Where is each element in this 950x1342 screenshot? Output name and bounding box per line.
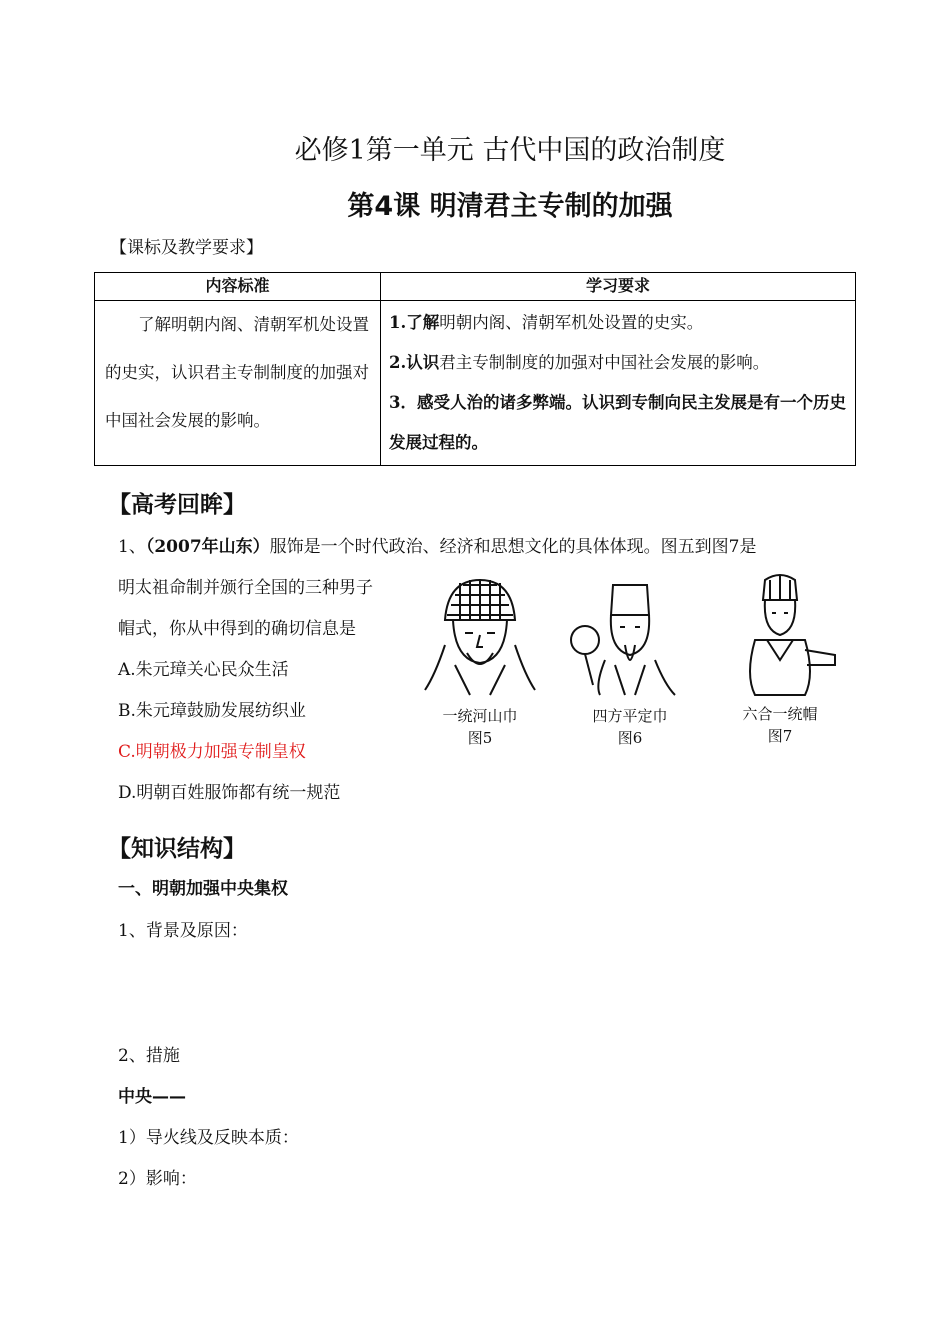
col-learning-requirements: 学习要求 [381, 273, 856, 301]
subheading-ming: 一、明朝加强中央集权 [118, 879, 288, 899]
requirement-item: 2.认识君主专制制度的加强对中国社会发展的影响。 [389, 353, 770, 372]
trigger-essence: 1）导火线及反映本质： [118, 1128, 299, 1148]
col-content-standard: 内容标准 [95, 273, 381, 301]
influence: 2）影响： [118, 1169, 197, 1189]
question-line-1: 1、（2007年山东）服饰是一个时代政治、经济和思想文化的具体体现。图五到图7是 [118, 537, 757, 557]
figure-6-label: 四方平定巾 [592, 707, 668, 725]
content-standard-text: 了解明朝内阁、清朝军机处设置的史实，认识君主专制制度的加强对中国社会发展的影响。 [105, 315, 369, 430]
figure-5-label: 一统河山巾 [442, 707, 518, 725]
requirement-item: 3．感受人治的诸多弊端。认识到专制向民主发展是有一个历史发展过程的。 [389, 393, 846, 452]
content-standard-cell [95, 301, 381, 466]
lesson-title: 第4课 明清君主专制的加强 [347, 191, 673, 222]
requirement-item: 1.了解明朝内阁、清朝军机处设置的史实。 [389, 313, 704, 332]
option-d: D.明朝百姓服饰都有统一规范 [118, 783, 341, 803]
figure-7 [715, 565, 845, 750]
figure-7-label: 六合一统帽 [742, 705, 818, 723]
figure-6-number: 图6 [617, 729, 643, 747]
question-number: 1、 [118, 537, 146, 557]
option-a: A.朱元璋关心民众生活 [118, 660, 289, 680]
square-hat-illustration [565, 565, 695, 700]
figure-6 [565, 565, 695, 750]
option-c-answer: C.明朝极力加强专制皇权 [118, 742, 306, 762]
hat-figures [415, 565, 855, 750]
figure-5 [415, 565, 545, 750]
question-line-2: 明太祖命制并颁行全国的三种男子 [118, 578, 373, 598]
structure-heading: 【知识结构】 [108, 836, 246, 862]
option-b: B.朱元璋鼓励发展纺织业 [118, 701, 306, 721]
standards-table [94, 272, 856, 466]
background-causes: 1、背景及原因： [118, 921, 248, 941]
central-label: 中央—— [118, 1087, 186, 1107]
question-line-3: 帽式，你从中得到的确切信息是 [118, 619, 356, 639]
figure-7-number: 图7 [767, 727, 793, 745]
figure-5-number: 图5 [467, 729, 493, 747]
unit-title: 必修1第一单元 古代中国的政治制度 [294, 135, 726, 166]
learning-requirements-cell [381, 301, 856, 466]
requirements-heading: 【课标及教学要求】 [110, 238, 263, 258]
scholar-turban-illustration [415, 565, 545, 700]
measures: 2、措施 [118, 1046, 180, 1066]
question-source: （2007年山东） [145, 537, 270, 557]
unity-cap-illustration [715, 565, 845, 700]
review-heading: 【高考回眸】 [108, 492, 246, 518]
